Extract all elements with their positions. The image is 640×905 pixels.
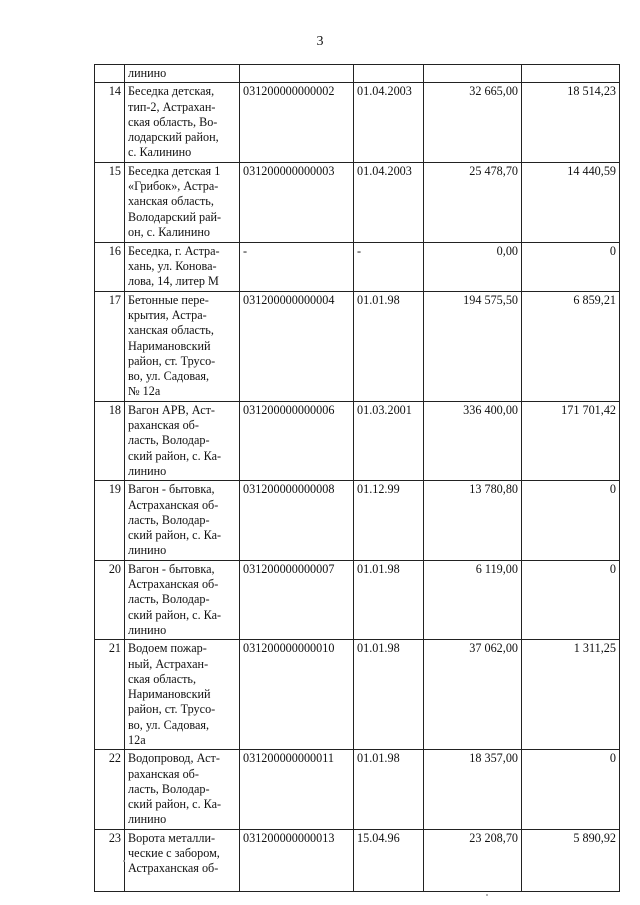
initial-cost-cell: 194 575,50 (424, 291, 522, 401)
inventory-number-cell: 031200000000011 (240, 750, 354, 829)
object-name-cell: Водоем пожар- ный, Астрахан- ская область, Наримановский район, ст. Трусо- во, ул. Садовая, 12а (125, 640, 240, 750)
table-row (95, 401, 620, 480)
inventory-number-cell: 031200000000010 (240, 640, 354, 750)
table-row (95, 560, 620, 639)
commission-date-cell: 15.04.96 (354, 829, 424, 891)
table-row (95, 162, 620, 242)
row-number-cell: 18 (95, 401, 125, 480)
page-number: 3 (316, 34, 324, 49)
row-number-cell (95, 65, 125, 83)
residual-value-cell: 5 890,92 (522, 829, 620, 891)
object-name-cell: Ворота металли- ческие с забором, Астраханская об- (125, 829, 240, 891)
row-number-cell: 22 (95, 750, 125, 829)
table-row (95, 481, 620, 560)
inventory-number-cell: 031200000000013 (240, 829, 354, 891)
residual-value-cell: 0 (522, 242, 620, 291)
object-name-cell: Беседка детская 1 «Грибок», Астра- ханская область, Володарский рай- он, с. Калинино (125, 162, 240, 242)
initial-cost-cell: 13 780,80 (424, 481, 522, 560)
residual-value-cell: 18 514,23 (522, 83, 620, 162)
property-registry-table (94, 64, 620, 892)
commission-date-cell (354, 65, 424, 83)
table-row (95, 750, 620, 829)
inventory-number-cell: 031200000000002 (240, 83, 354, 162)
table-row (95, 291, 620, 401)
row-number-cell: 15 (95, 162, 125, 242)
object-name-cell: Вагон - бытовка, Астраханская об- ласть, Володар- ский район, с. Ка- линино (125, 481, 240, 560)
initial-cost-cell: 0,00 (424, 242, 522, 291)
initial-cost-cell: 23 208,70 (424, 829, 522, 891)
residual-value-cell: 0 (522, 560, 620, 639)
initial-cost-cell: 25 478,70 (424, 162, 522, 242)
initial-cost-cell: 37 062,00 (424, 640, 522, 750)
initial-cost-cell: 6 119,00 (424, 560, 522, 639)
row-number-cell: 17 (95, 291, 125, 401)
table-row (95, 83, 620, 162)
object-name-cell: Бетонные пере- крытия, Астра- ханская область, Наримановский район, ст. Трусо- во, ул. Садовая, № 12а (125, 291, 240, 401)
inventory-number-cell: 031200000000006 (240, 401, 354, 480)
commission-date-cell: 01.01.98 (354, 291, 424, 401)
residual-value-cell: 0 (522, 481, 620, 560)
registry-body (95, 65, 620, 892)
commission-date-cell: - (354, 242, 424, 291)
commission-date-cell: 01.04.2003 (354, 162, 424, 242)
scan-speck (123, 860, 125, 862)
table-row (95, 829, 620, 891)
initial-cost-cell: 18 357,00 (424, 750, 522, 829)
row-number-cell: 16 (95, 242, 125, 291)
table-row (95, 242, 620, 291)
commission-date-cell: 01.01.98 (354, 560, 424, 639)
commission-date-cell: 01.12.99 (354, 481, 424, 560)
residual-value-cell: 171 701,42 (522, 401, 620, 480)
inventory-number-cell: 031200000000008 (240, 481, 354, 560)
initial-cost-cell: 336 400,00 (424, 401, 522, 480)
row-number-cell: 21 (95, 640, 125, 750)
table-row (95, 640, 620, 750)
commission-date-cell: 01.03.2001 (354, 401, 424, 480)
object-name-cell: Водопровод, Аст- раханская об- ласть, Володар- ский район, с. Ка- линино (125, 750, 240, 829)
object-name-cell: Беседка детская, тип-2, Астрахан- ская область, Во- лодарский район, с. Калинино (125, 83, 240, 162)
row-number-cell: 19 (95, 481, 125, 560)
object-name-cell: Беседка, г. Астра- хань, ул. Конова- лова, 14, литер М (125, 242, 240, 291)
row-number-cell: 20 (95, 560, 125, 639)
inventory-number-cell (240, 65, 354, 83)
inventory-number-cell: - (240, 242, 354, 291)
residual-value-cell (522, 65, 620, 83)
object-name-cell: Вагон АРВ, Аст- раханская об- ласть, Володар- ский район, с. Ка- линино (125, 401, 240, 480)
initial-cost-cell (424, 65, 522, 83)
commission-date-cell: 01.01.98 (354, 750, 424, 829)
residual-value-cell: 1 311,25 (522, 640, 620, 750)
commission-date-cell: 01.04.2003 (354, 83, 424, 162)
inventory-number-cell: 031200000000003 (240, 162, 354, 242)
row-number-cell: 14 (95, 83, 125, 162)
object-name-cell: Вагон - бытовка, Астраханская об- ласть, Володар- ский район, с. Ка- линино (125, 560, 240, 639)
inventory-number-cell: 031200000000004 (240, 291, 354, 401)
scan-speck (486, 894, 488, 896)
row-number-cell: 23 (95, 829, 125, 891)
commission-date-cell: 01.01.98 (354, 640, 424, 750)
initial-cost-cell: 32 665,00 (424, 83, 522, 162)
residual-value-cell: 14 440,59 (522, 162, 620, 242)
inventory-number-cell: 031200000000007 (240, 560, 354, 639)
object-name-cell: линино (125, 65, 240, 83)
residual-value-cell: 0 (522, 750, 620, 829)
table-row (95, 65, 620, 83)
residual-value-cell: 6 859,21 (522, 291, 620, 401)
